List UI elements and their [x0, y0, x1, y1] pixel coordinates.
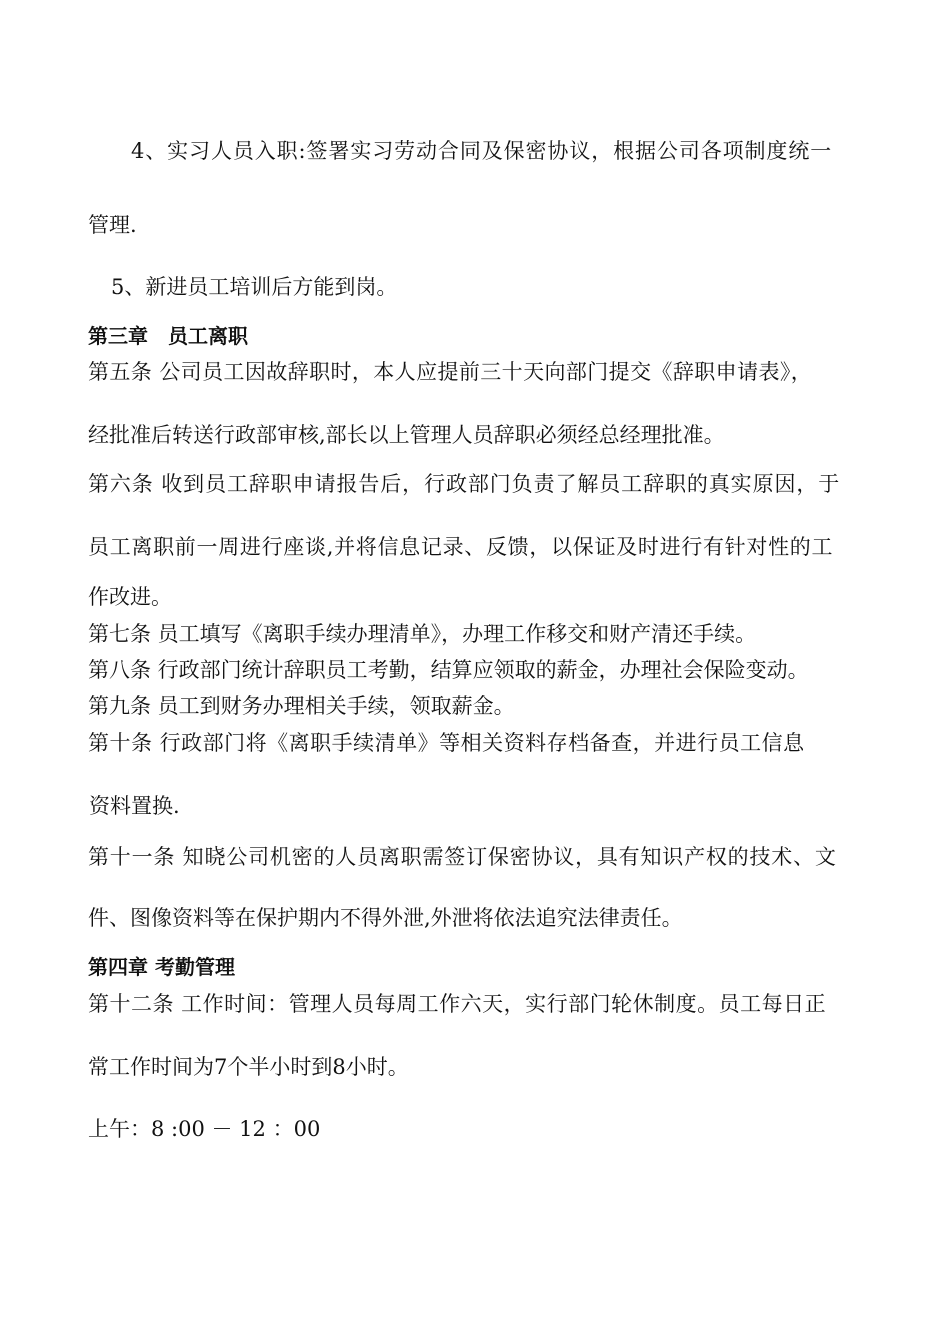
article-5-cont: 经批准后转送行政部审核,部长以上管理人员辞职必须经总经理批准。	[88, 423, 725, 447]
article-6-cont: 员工离职前一周进行座谈,并将信息记录、反馈，以保证及时进行有针对性的工	[88, 535, 834, 559]
article-10: 第十条 行政部门将《离职手续清单》等相关资料存档备查，并进行员工信息	[88, 731, 805, 755]
article-11-cont: 件、图像资料等在保护期内不得外泄,外泄将依法追究法律责任。	[88, 906, 683, 930]
article-12: 第十二条 工作时间：管理人员每周工作六天，实行部门轮休制度。员工每日正	[88, 992, 827, 1016]
article-6: 第六条 收到员工辞职申请报告后，行政部门负责了解员工辞职的真实原因，于	[88, 472, 841, 496]
article-6-cont-2: 作改进。	[88, 585, 172, 609]
chapter-heading-4: 第四章 考勤管理	[88, 955, 235, 979]
article-7: 第七条 员工填写《离职手续办理清单》，办理工作移交和财产清还手续。	[88, 622, 757, 646]
paragraph-intern-onboarding-cont: 管理.	[88, 213, 137, 237]
paragraph-intern-onboarding: 4、实习人员入职:签署实习劳动合同及保密协议，根据公司各项制度统一	[131, 139, 833, 163]
article-11: 第十一条 知晓公司机密的人员离职需签订保密协议，具有知识产权的技术、文	[88, 845, 837, 869]
article-12-cont: 常工作时间为7个半小时到8小时。	[88, 1055, 409, 1079]
article-8: 第八条 行政部门统计辞职员工考勤，结算应领取的薪金，办理社会保险变动。	[88, 658, 809, 682]
article-5: 第五条 公司员工因故辞职时，本人应提前三十天向部门提交《辞职申请表》，	[88, 360, 813, 384]
paragraph-new-staff-training: 5、新进员工培训后方能到岗。	[111, 275, 398, 299]
morning-hours: 上午：8 :00 － 12 ：00	[88, 1117, 321, 1141]
article-9: 第九条 员工到财务办理相关手续，领取薪金。	[88, 694, 515, 718]
chapter-heading-3: 第三章 员工离职	[88, 324, 248, 348]
article-10-cont: 资料置换.	[89, 794, 180, 818]
